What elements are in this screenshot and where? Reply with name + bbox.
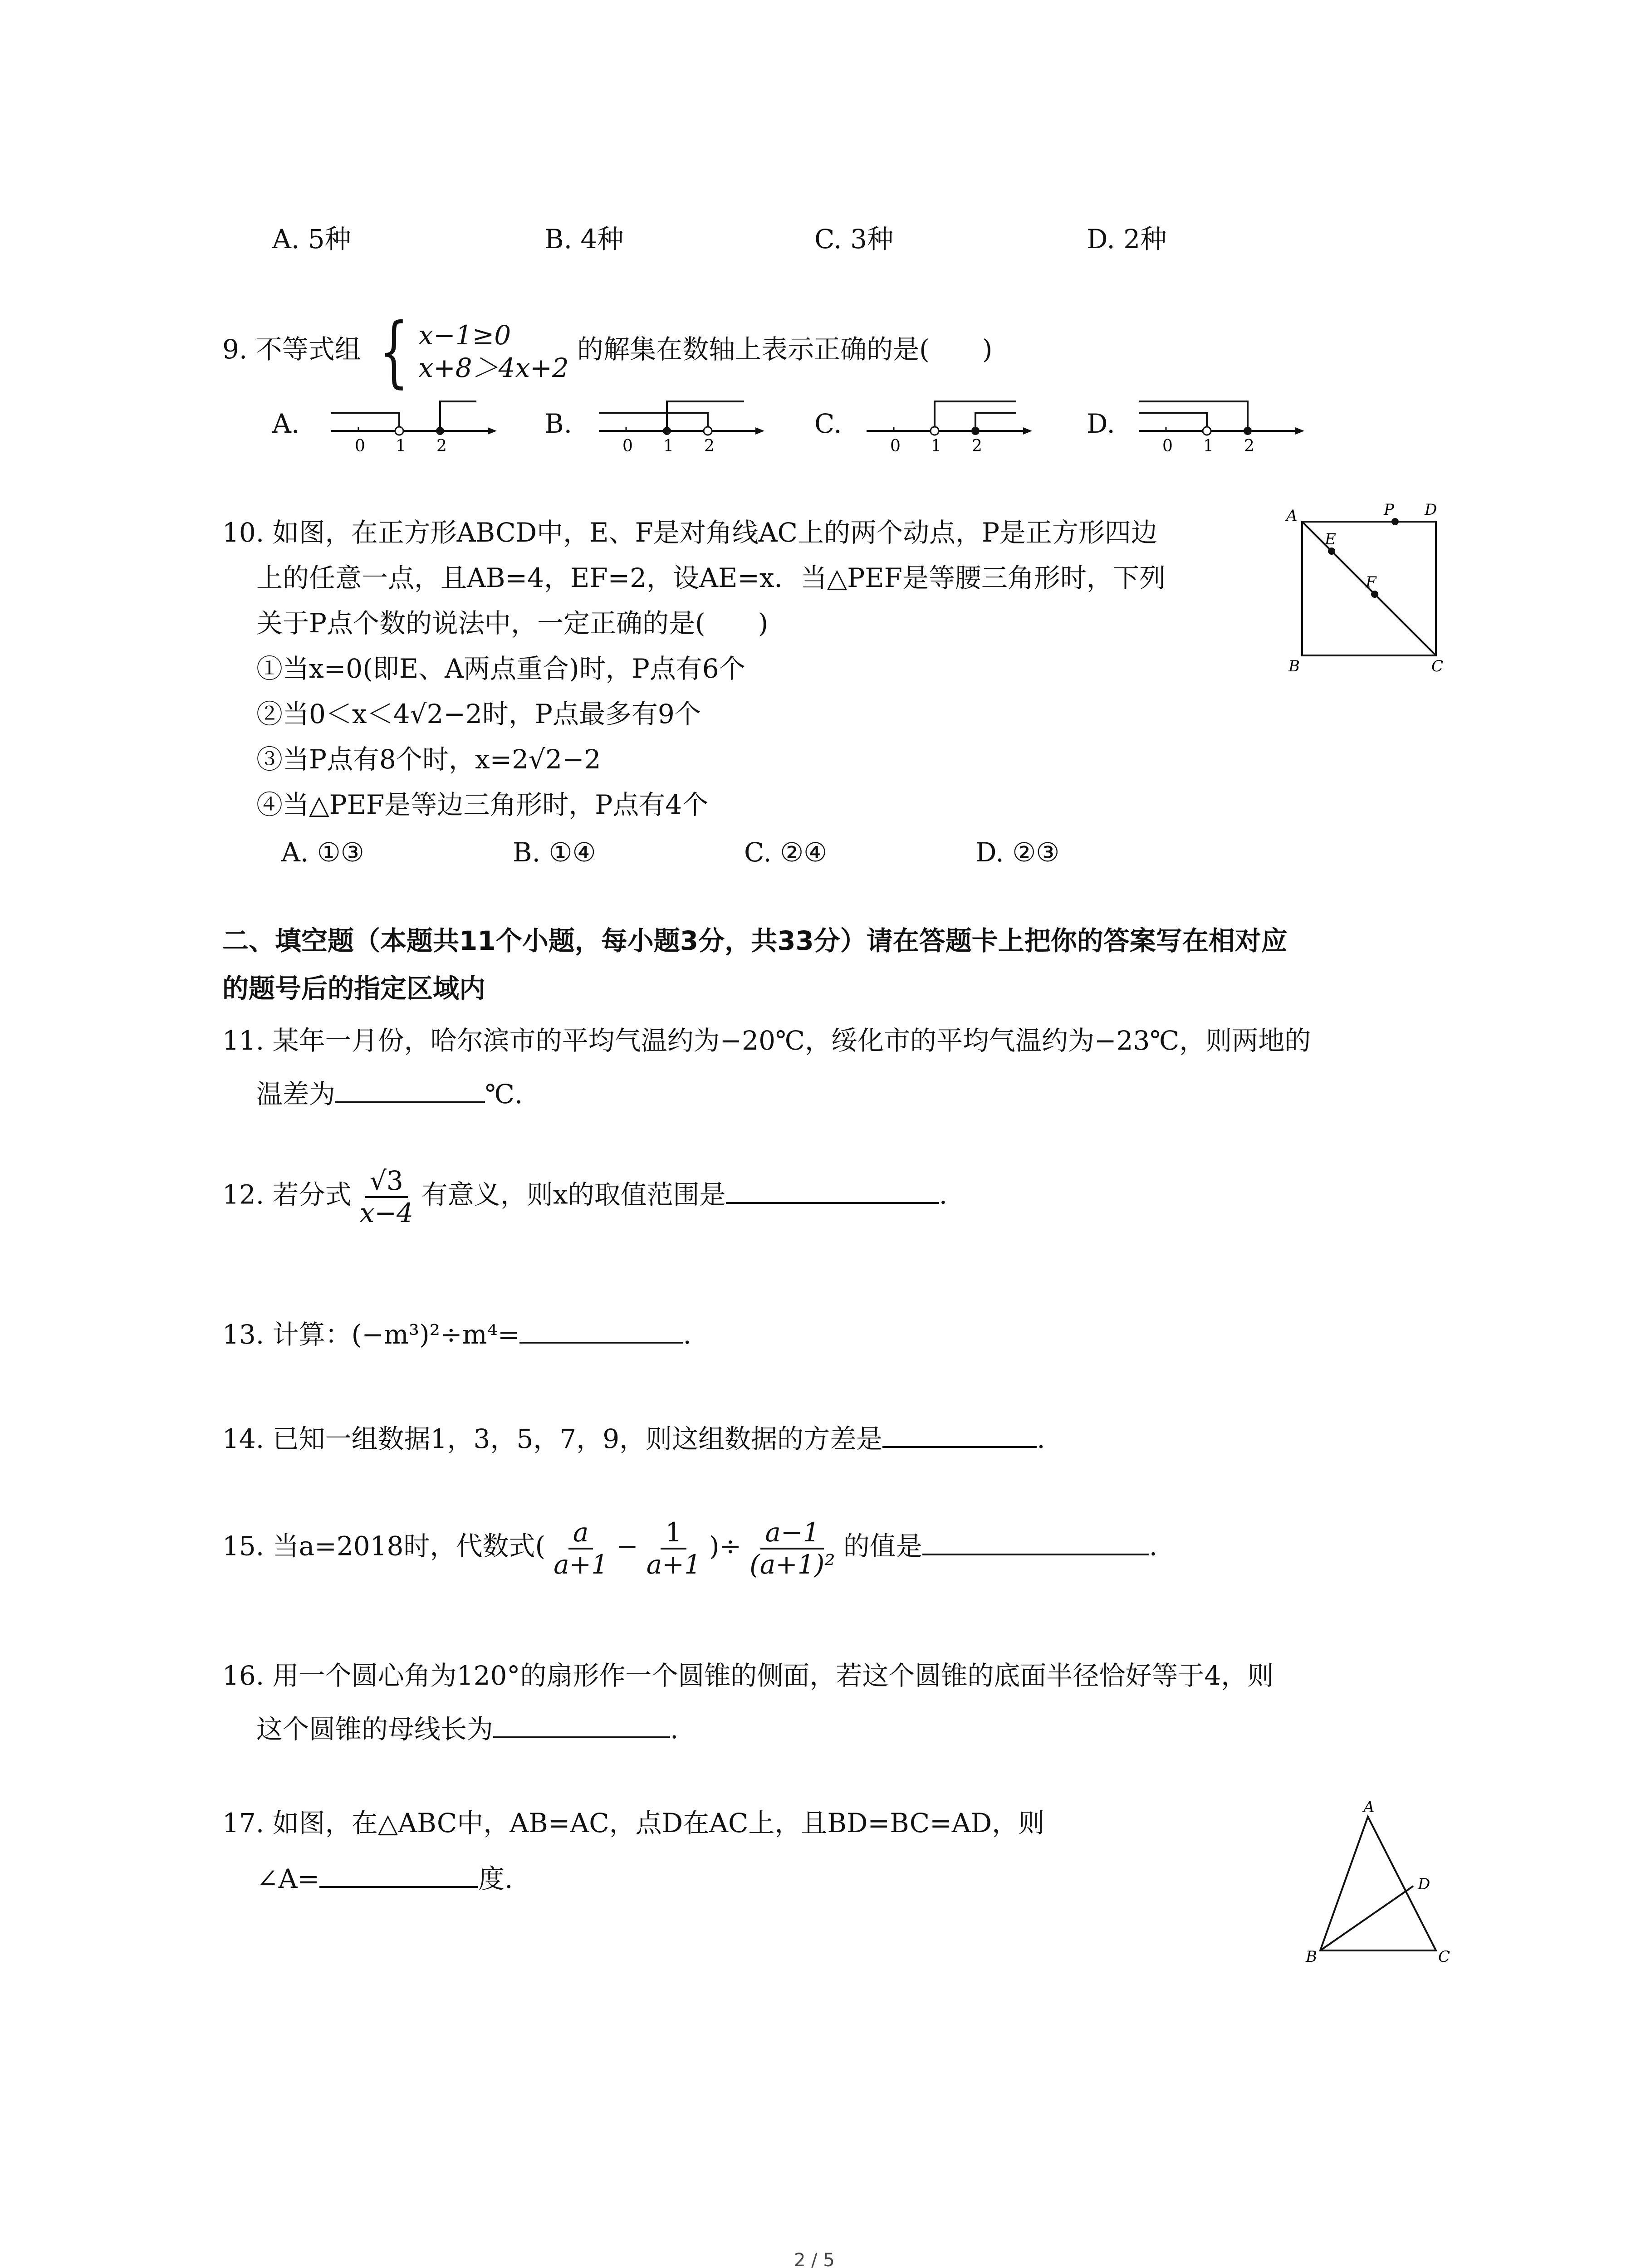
tick-1: 1	[931, 437, 941, 455]
q9-numberline-b	[594, 395, 767, 458]
q11-text: 温差为	[256, 1079, 336, 1110]
q12-period: .	[939, 1179, 948, 1210]
q16-period: .	[670, 1714, 679, 1745]
q16-answer-blank[interactable]	[493, 1710, 670, 1738]
tick-0: 0	[622, 437, 633, 455]
label-d: D	[1418, 1875, 1430, 1893]
q12-denominator: x−4	[359, 1197, 413, 1228]
q12-prefix: 12. 若分式	[222, 1179, 352, 1210]
tick-1: 1	[663, 437, 674, 455]
q9-numberline-c	[862, 395, 1034, 458]
q14-text: 14. 已知一组数据1，3，5，7，9，则这组数据的方差是	[222, 1423, 883, 1454]
q11-line-1: 11. 某年一月份，哈尔滨市的平均气温约为−20℃，绥化市的平均气温约为−23℃，则两地的	[222, 1025, 1311, 1056]
q10-statement-4: ④当△PEF是等边三角形时，P点有4个	[256, 789, 709, 820]
q9-brace: {	[379, 307, 409, 396]
q10-statement-3: ③当P点有8个时，x=2√2−2	[256, 744, 601, 775]
q9-inequality-2: x+8＞4x+2	[418, 352, 569, 383]
q9-prefix: 不等式组	[255, 334, 361, 365]
q9-question	[222, 307, 993, 396]
q15-fraction-1: $\frac{a}{a+1}$	[554, 1517, 608, 1580]
q12-answer-blank[interactable]	[726, 1176, 939, 1204]
label-d: D	[1425, 501, 1437, 519]
q12-middle: 有意义，则x的取值范围是	[421, 1179, 726, 1210]
q10-option-c: C. ②④	[744, 837, 828, 868]
tick-2: 2	[704, 437, 715, 455]
label-a: A	[1363, 1798, 1375, 1816]
tick-2: 2	[1244, 437, 1254, 455]
q9-option-b: B.	[544, 408, 573, 439]
q17-answer-blank[interactable]	[319, 1860, 478, 1888]
q17-unit: 度.	[478, 1863, 513, 1894]
tick-0: 0	[355, 437, 365, 455]
q9-numberline-d	[1134, 395, 1307, 458]
label-a: A	[1286, 507, 1298, 525]
tick-0: 0	[1162, 437, 1173, 455]
q10-square-figure	[1275, 499, 1465, 680]
q14-answer-blank[interactable]	[882, 1420, 1037, 1448]
q9-suffix: 的解集在数轴上表示正确的是( )	[577, 334, 993, 365]
label-p: P	[1384, 501, 1394, 519]
q11-unit: ℃.	[485, 1079, 523, 1110]
q9-inequality-1: x−1≥0	[418, 319, 511, 351]
q9-number: 9.	[222, 334, 248, 365]
q10-line-3: 关于P点个数的说法中，一定正确的是( )	[256, 608, 769, 639]
tick-2: 2	[972, 437, 982, 455]
q14-period: .	[1037, 1423, 1045, 1454]
label-b: B	[1288, 657, 1300, 675]
q15-middle: 的值是	[843, 1530, 922, 1562]
q8-option-d: D. 2种	[1087, 224, 1167, 254]
q13-period: .	[683, 1319, 691, 1350]
q12-fraction	[355, 1166, 418, 1228]
q10-statement-2: ②当0＜x＜4√2−2时，P点最多有9个	[256, 699, 701, 729]
q15-fraction-2: $\frac{1}{a+1}$	[646, 1517, 701, 1580]
q15-period: .	[1149, 1530, 1158, 1562]
q14-line	[222, 1420, 1045, 1455]
q8-option-a: A. 5种	[272, 224, 351, 254]
q8-option-c: C. 3种	[814, 224, 894, 254]
q16-line-2	[256, 1710, 678, 1745]
tick-1: 1	[1203, 437, 1214, 455]
q12-line	[222, 1166, 947, 1228]
q15-line: 15. 当a=2018时，代数式( $\frac{a}{a+1}$ − $\frac{1}{a+1}$ )÷ $\frac{a-1}{\text{(a+1)²}}$ 的值是 .	[222, 1517, 1158, 1580]
q15-prefix: 15. 当a=2018时，代数式(	[222, 1530, 546, 1562]
q9-option-c: C.	[814, 408, 842, 439]
q10-option-d: D. ②③	[975, 837, 1060, 868]
q10-statement-1: ①当x=0(即E、A两点重合)时，P点有6个	[256, 653, 745, 684]
q10-option-a: A. ①③	[281, 837, 364, 868]
q11-answer-blank[interactable]	[335, 1075, 485, 1103]
page-number: 2 / 5	[794, 2250, 835, 2268]
tick-2: 2	[436, 437, 447, 455]
q10-line-1: 10. 如图，在正方形ABCD中，E、F是对角线AC上的两个动点，P是正方形四边	[222, 517, 1158, 548]
q17-text: ∠A=	[256, 1863, 320, 1894]
label-e: E	[1325, 530, 1336, 548]
q11-line-2	[256, 1075, 523, 1110]
q16-line-1: 16. 用一个圆心角为120°的扇形作一个圆锥的侧面，若这个圆锥的底面半径恰好等于4，则	[222, 1660, 1274, 1691]
q10-option-b: B. ①④	[513, 837, 596, 868]
q17-line-2	[256, 1860, 513, 1895]
q15-answer-blank[interactable]	[922, 1527, 1149, 1555]
q16-text: 这个圆锥的母线长为	[256, 1714, 494, 1745]
q17-triangle-figure	[1298, 1796, 1461, 1964]
tick-0: 0	[890, 437, 901, 455]
section-2-heading-line-2: 的题号后的指定区域内	[222, 973, 486, 1004]
label-f: F	[1366, 573, 1376, 591]
q9-option-d: D.	[1087, 408, 1115, 439]
label-c: C	[1431, 657, 1444, 675]
q13-line	[222, 1315, 691, 1351]
q12-numerator: √3	[365, 1166, 408, 1198]
tick-1: 1	[396, 437, 406, 455]
q17-line-1: 17. 如图，在△ABC中，AB=AC，点D在AC上，且BD=BC=AD，则	[222, 1808, 1045, 1838]
q9-option-a: A.	[272, 408, 300, 439]
q10-line-2: 上的任意一点，且AB=4，EF=2，设AE=x．当△PEF是等腰三角形时，下列	[256, 562, 1166, 593]
q13-text: 13. 计算：(−m³)²÷m⁴=	[222, 1319, 520, 1350]
label-c: C	[1438, 1948, 1450, 1964]
q9-numberline-a	[327, 395, 499, 458]
q9-system	[418, 319, 568, 385]
q13-answer-blank[interactable]	[519, 1315, 683, 1344]
section-2-heading-line-1: 二、填空题（本题共11个小题，每小题3分，共33分）请在答题卡上把你的答案写在相对应	[222, 925, 1288, 956]
q8-option-b: B. 4种	[544, 224, 624, 254]
label-b: B	[1306, 1948, 1317, 1964]
q15-fraction-3: $\frac{a-1}{\text{(a+1)²}}$	[749, 1517, 835, 1580]
